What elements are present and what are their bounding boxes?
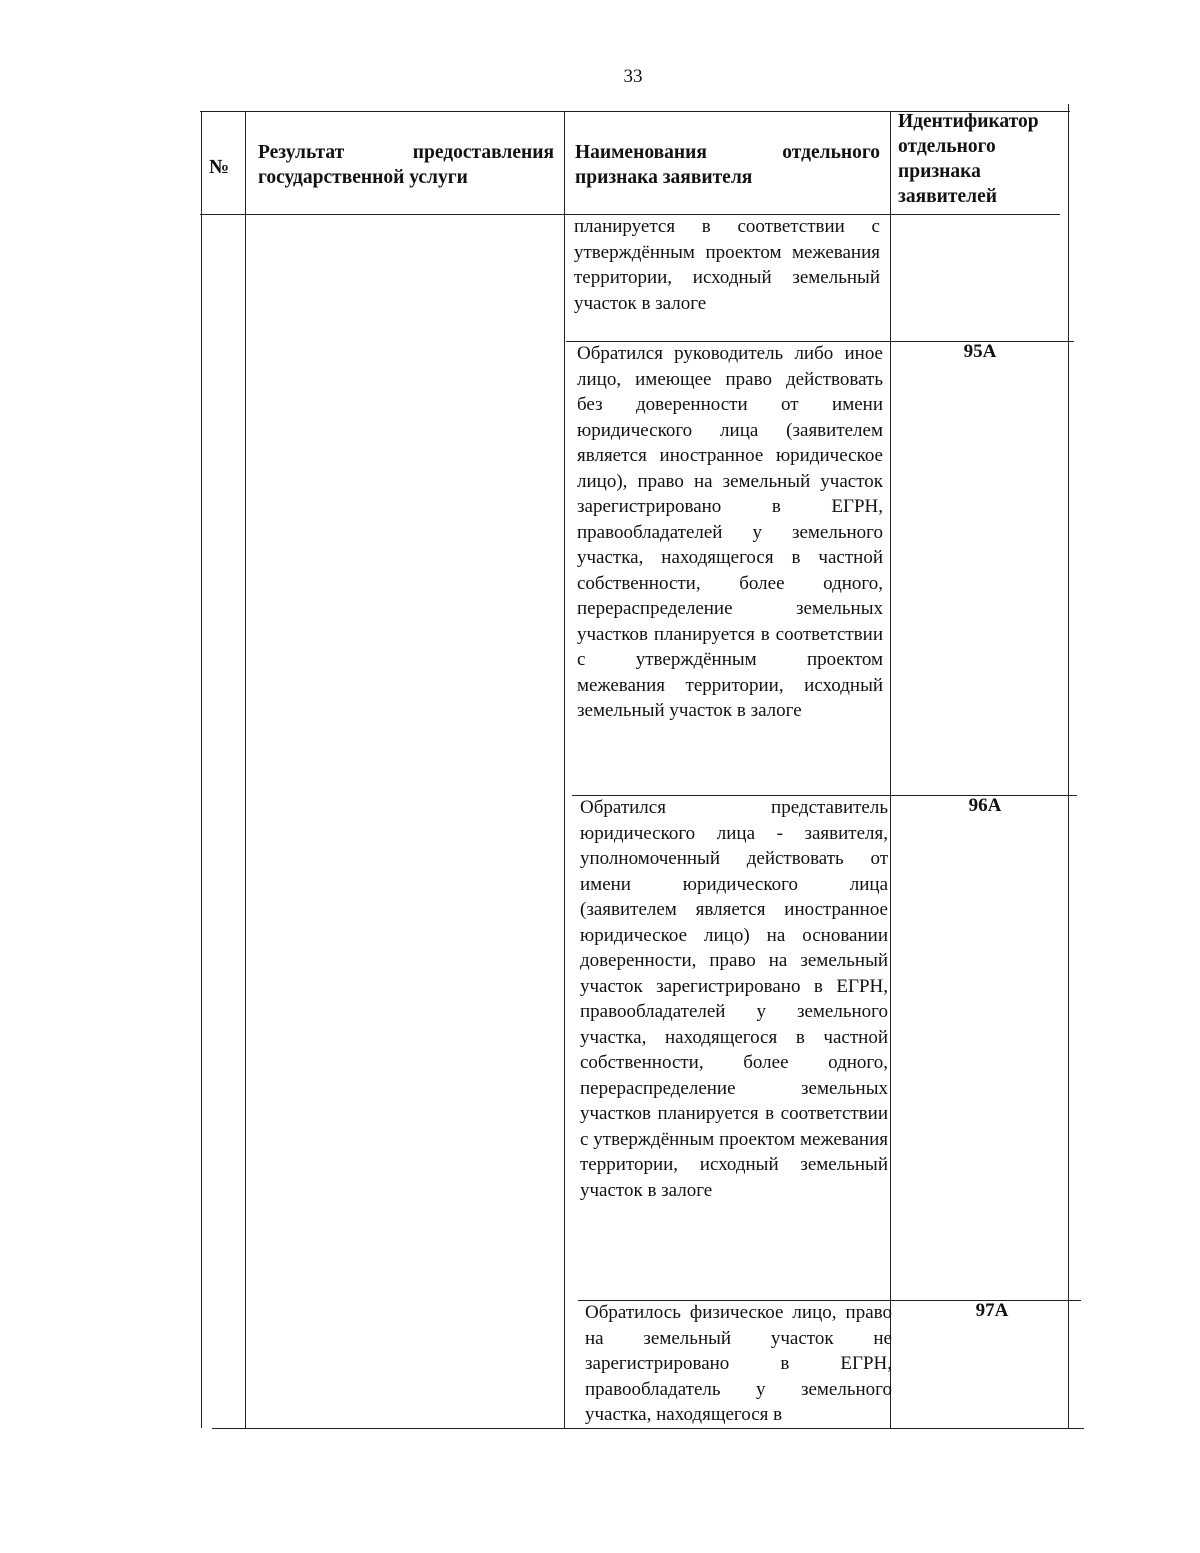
table-border-right [1068, 104, 1069, 1428]
table-border-left [201, 111, 202, 1428]
table-row-identifier: 96А [968, 795, 1002, 816]
table-row-feature-text: Обратилось физическое лицо, право на земельный участок не зарегистрировано в ЕГРН, правообладатель у земельного участка, находящегося в [585, 1302, 892, 1425]
page-number: 33 [623, 66, 643, 87]
table-row-feature-text: планируется в соответствии с утверждённым проектом межевания территории, исходный земельный участок в залоге [574, 216, 880, 314]
header-result: Результат предоставления государственной услуги [258, 142, 554, 188]
table-row-feature-text: Обратился представитель юридического лица - заявителя, уполномоченный действовать от имени юридического лица (заявителем является иностранное юридическое лицо) на основании доверенности, право на земельный участок зарегистрировано в ЕГРН, правообладателей у земельного участка, находящегося в частной собственности, более одного, перераспределение земельных участков планируется в соответствии с утверждённым проектом межевания территории, исходный земельный участок в залоге [580, 797, 888, 1201]
header-feature-name: Наименования отдельного признака заявителя [575, 142, 880, 188]
table-row-identifier: 95А [963, 341, 997, 362]
column-divider [245, 111, 246, 1428]
header-identifier: Идентификатор отдельного признака заявителей [898, 111, 1039, 207]
table-row-feature-text: Обратился руководитель либо иное лицо, имеющее право действовать без доверенности от имени юридического лица (заявителем является иностранное юридическое лицо), право на земельный участок зарегистрировано в ЕГРН, правообладателей у земельного участка, находящегося в частной собственности, более одного, перераспределение земельных участков планируется в соответствии с утверждённым проектом межевания территории, исходный земельный участок в залоге [577, 343, 883, 721]
column-divider [564, 111, 565, 1428]
table-border-bottom [212, 1428, 1084, 1429]
column-divider [890, 111, 891, 1428]
table-row-identifier: 97А [975, 1300, 1009, 1321]
header-number: № [209, 156, 230, 178]
